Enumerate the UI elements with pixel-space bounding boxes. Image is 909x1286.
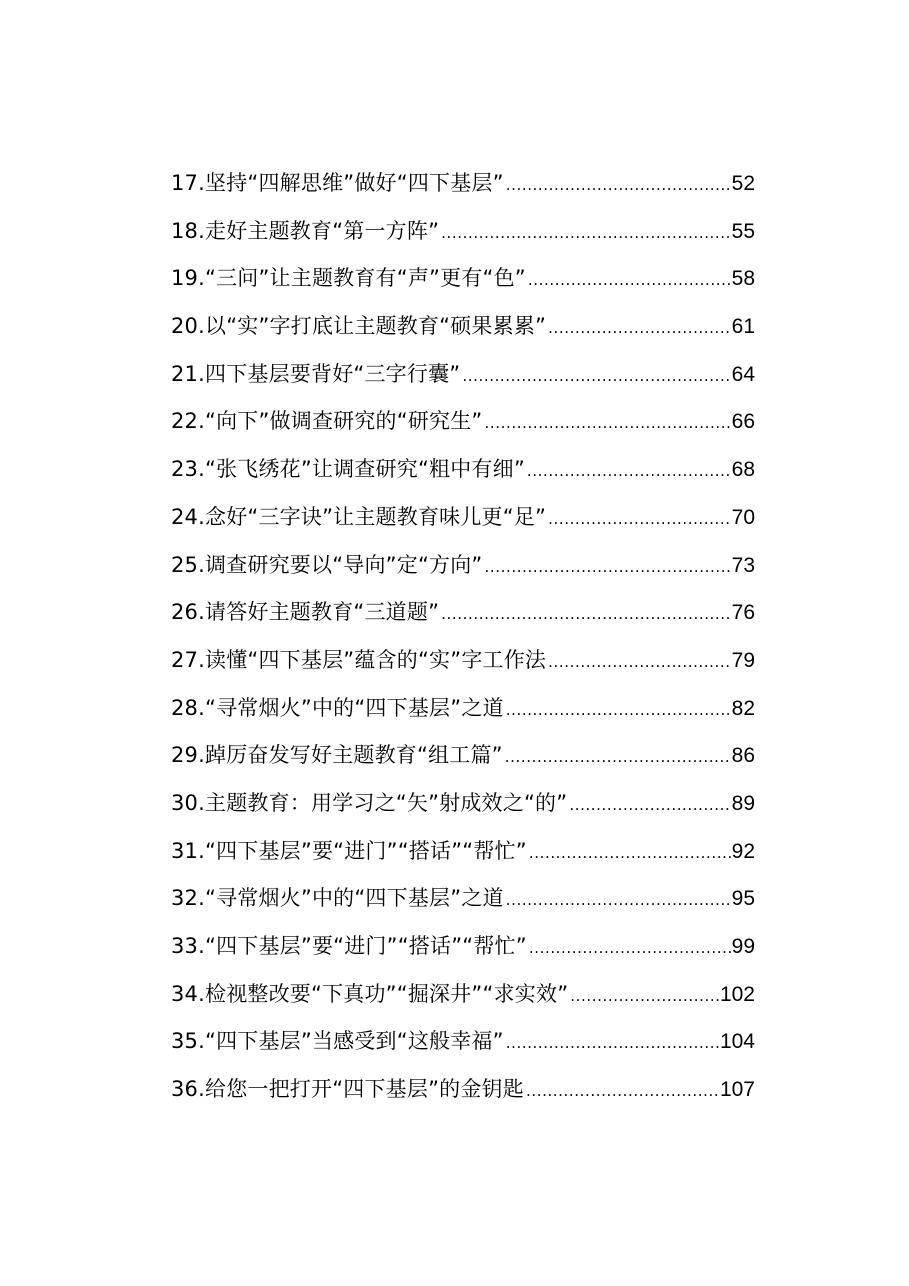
toc-entry[interactable] — [171, 258, 755, 306]
toc-entry[interactable] — [171, 831, 755, 879]
dot-leader — [506, 165, 731, 205]
toc-entry-page: 64 — [731, 362, 755, 386]
table-of-contents — [171, 163, 755, 1117]
toc-entry-page: 104 — [719, 1030, 755, 1054]
toc-entry-title: 34.检视整改要“下真功”“掘深井”“求实效” — [171, 981, 569, 1006]
dot-leader — [526, 1071, 719, 1111]
toc-entry-page: 95 — [731, 887, 755, 911]
toc-entry-page: 76 — [731, 601, 755, 625]
toc-entry-page: 61 — [731, 315, 755, 339]
toc-entry[interactable] — [171, 640, 755, 688]
toc-entry[interactable] — [171, 926, 755, 974]
toc-entry-title: 22.“向下”做调查研究的“研究生” — [171, 409, 483, 434]
toc-entry-page: 58 — [731, 267, 755, 291]
dot-leader — [529, 833, 731, 873]
toc-entry-title: 36.给您一把打开“四下基层”的金钥匙 — [171, 1077, 524, 1102]
toc-entry[interactable] — [171, 878, 755, 926]
dot-leader — [506, 1023, 719, 1063]
toc-entry[interactable] — [171, 163, 755, 211]
toc-entry[interactable] — [171, 497, 755, 545]
toc-entry[interactable] — [171, 688, 755, 736]
dot-leader — [528, 260, 731, 300]
toc-entry-title: 19.“三问”让主题教育有“声”更有“色” — [171, 266, 526, 291]
dot-leader — [505, 737, 731, 777]
toc-entry-title: 28.“寻常烟火”中的“四下基层”之道 — [171, 695, 504, 720]
toc-entry[interactable] — [171, 1069, 755, 1117]
toc-entry-page: 82 — [731, 696, 755, 720]
toc-entry-title: 29.踔厉奋发写好主题教育“组工篇” — [171, 743, 503, 768]
toc-entry[interactable] — [171, 354, 755, 402]
dot-leader — [527, 451, 731, 491]
toc-entry-page: 55 — [731, 219, 755, 243]
toc-entry[interactable] — [171, 401, 755, 449]
toc-entry-page: 68 — [731, 458, 755, 482]
toc-entry[interactable] — [171, 735, 755, 783]
dot-leader — [506, 880, 731, 920]
toc-entry-title: 27.读懂“四下基层”蕴含的“实”字工作法 — [171, 647, 547, 672]
toc-entry-title: 32.“寻常烟火”中的“四下基层”之道 — [171, 886, 504, 911]
toc-entry-page: 89 — [731, 791, 755, 815]
toc-entry-title: 23.“张飞绣花”让调查研究“粗中有细” — [171, 457, 525, 482]
dot-leader — [441, 594, 730, 634]
toc-entry-title: 20.以“实”字打底让主题教育“硕果累累” — [171, 314, 547, 339]
toc-entry-title: 18.走好主题教育“第一方阵” — [171, 218, 440, 243]
toc-entry[interactable] — [171, 449, 755, 497]
dot-leader — [548, 308, 731, 348]
toc-entry-page: 92 — [731, 839, 755, 863]
dot-leader — [506, 690, 731, 730]
toc-entry-title: 25.调查研究要以“导向”定“方向” — [171, 552, 483, 577]
toc-entry[interactable] — [171, 211, 755, 259]
toc-entry[interactable] — [171, 306, 755, 354]
toc-entry-page: 73 — [731, 553, 755, 577]
toc-entry-title: 30.主题教育：用学习之“矢”射成效之“的” — [171, 790, 568, 815]
dot-leader — [441, 213, 730, 253]
toc-entry-page: 79 — [731, 648, 755, 672]
dot-leader — [548, 499, 731, 539]
toc-entry[interactable] — [171, 1021, 755, 1069]
dot-leader — [548, 642, 731, 682]
toc-entry-page: 107 — [719, 1078, 755, 1102]
toc-entry[interactable] — [171, 545, 755, 593]
toc-entry-page: 99 — [731, 935, 755, 958]
dot-leader — [485, 403, 731, 443]
toc-entry-title: 24.念好“三字诀”让主题教育味儿更“足” — [171, 504, 547, 529]
dot-leader — [569, 785, 730, 825]
toc-entry[interactable] — [171, 974, 755, 1022]
dot-leader — [462, 356, 730, 396]
toc-entry[interactable] — [171, 592, 755, 640]
toc-entry-title: 17.坚持“四解思维”做好“四下基层” — [171, 171, 504, 195]
toc-entry-title: 35.“四下基层”当感受到“这般幸福” — [171, 1029, 504, 1054]
dot-leader — [570, 976, 719, 1016]
toc-entry-page: 70 — [731, 505, 755, 529]
toc-entry-title: 31.“四下基层”要“进门”“搭话”“帮忙” — [171, 838, 527, 863]
toc-entry[interactable] — [171, 783, 755, 831]
toc-entry-title: 21.四下基层要背好“三字行囊” — [171, 361, 461, 386]
toc-entry-page: 66 — [731, 410, 755, 434]
toc-entry-page: 102 — [719, 982, 755, 1006]
toc-entry-page: 52 — [731, 172, 755, 195]
dot-leader — [485, 547, 731, 587]
toc-entry-title: 33.“四下基层”要“进门”“搭话”“帮忙” — [171, 934, 527, 958]
dot-leader — [529, 928, 731, 968]
toc-entry-title: 26.请答好主题教育“三道题” — [171, 600, 440, 625]
toc-entry-page: 86 — [731, 744, 755, 768]
